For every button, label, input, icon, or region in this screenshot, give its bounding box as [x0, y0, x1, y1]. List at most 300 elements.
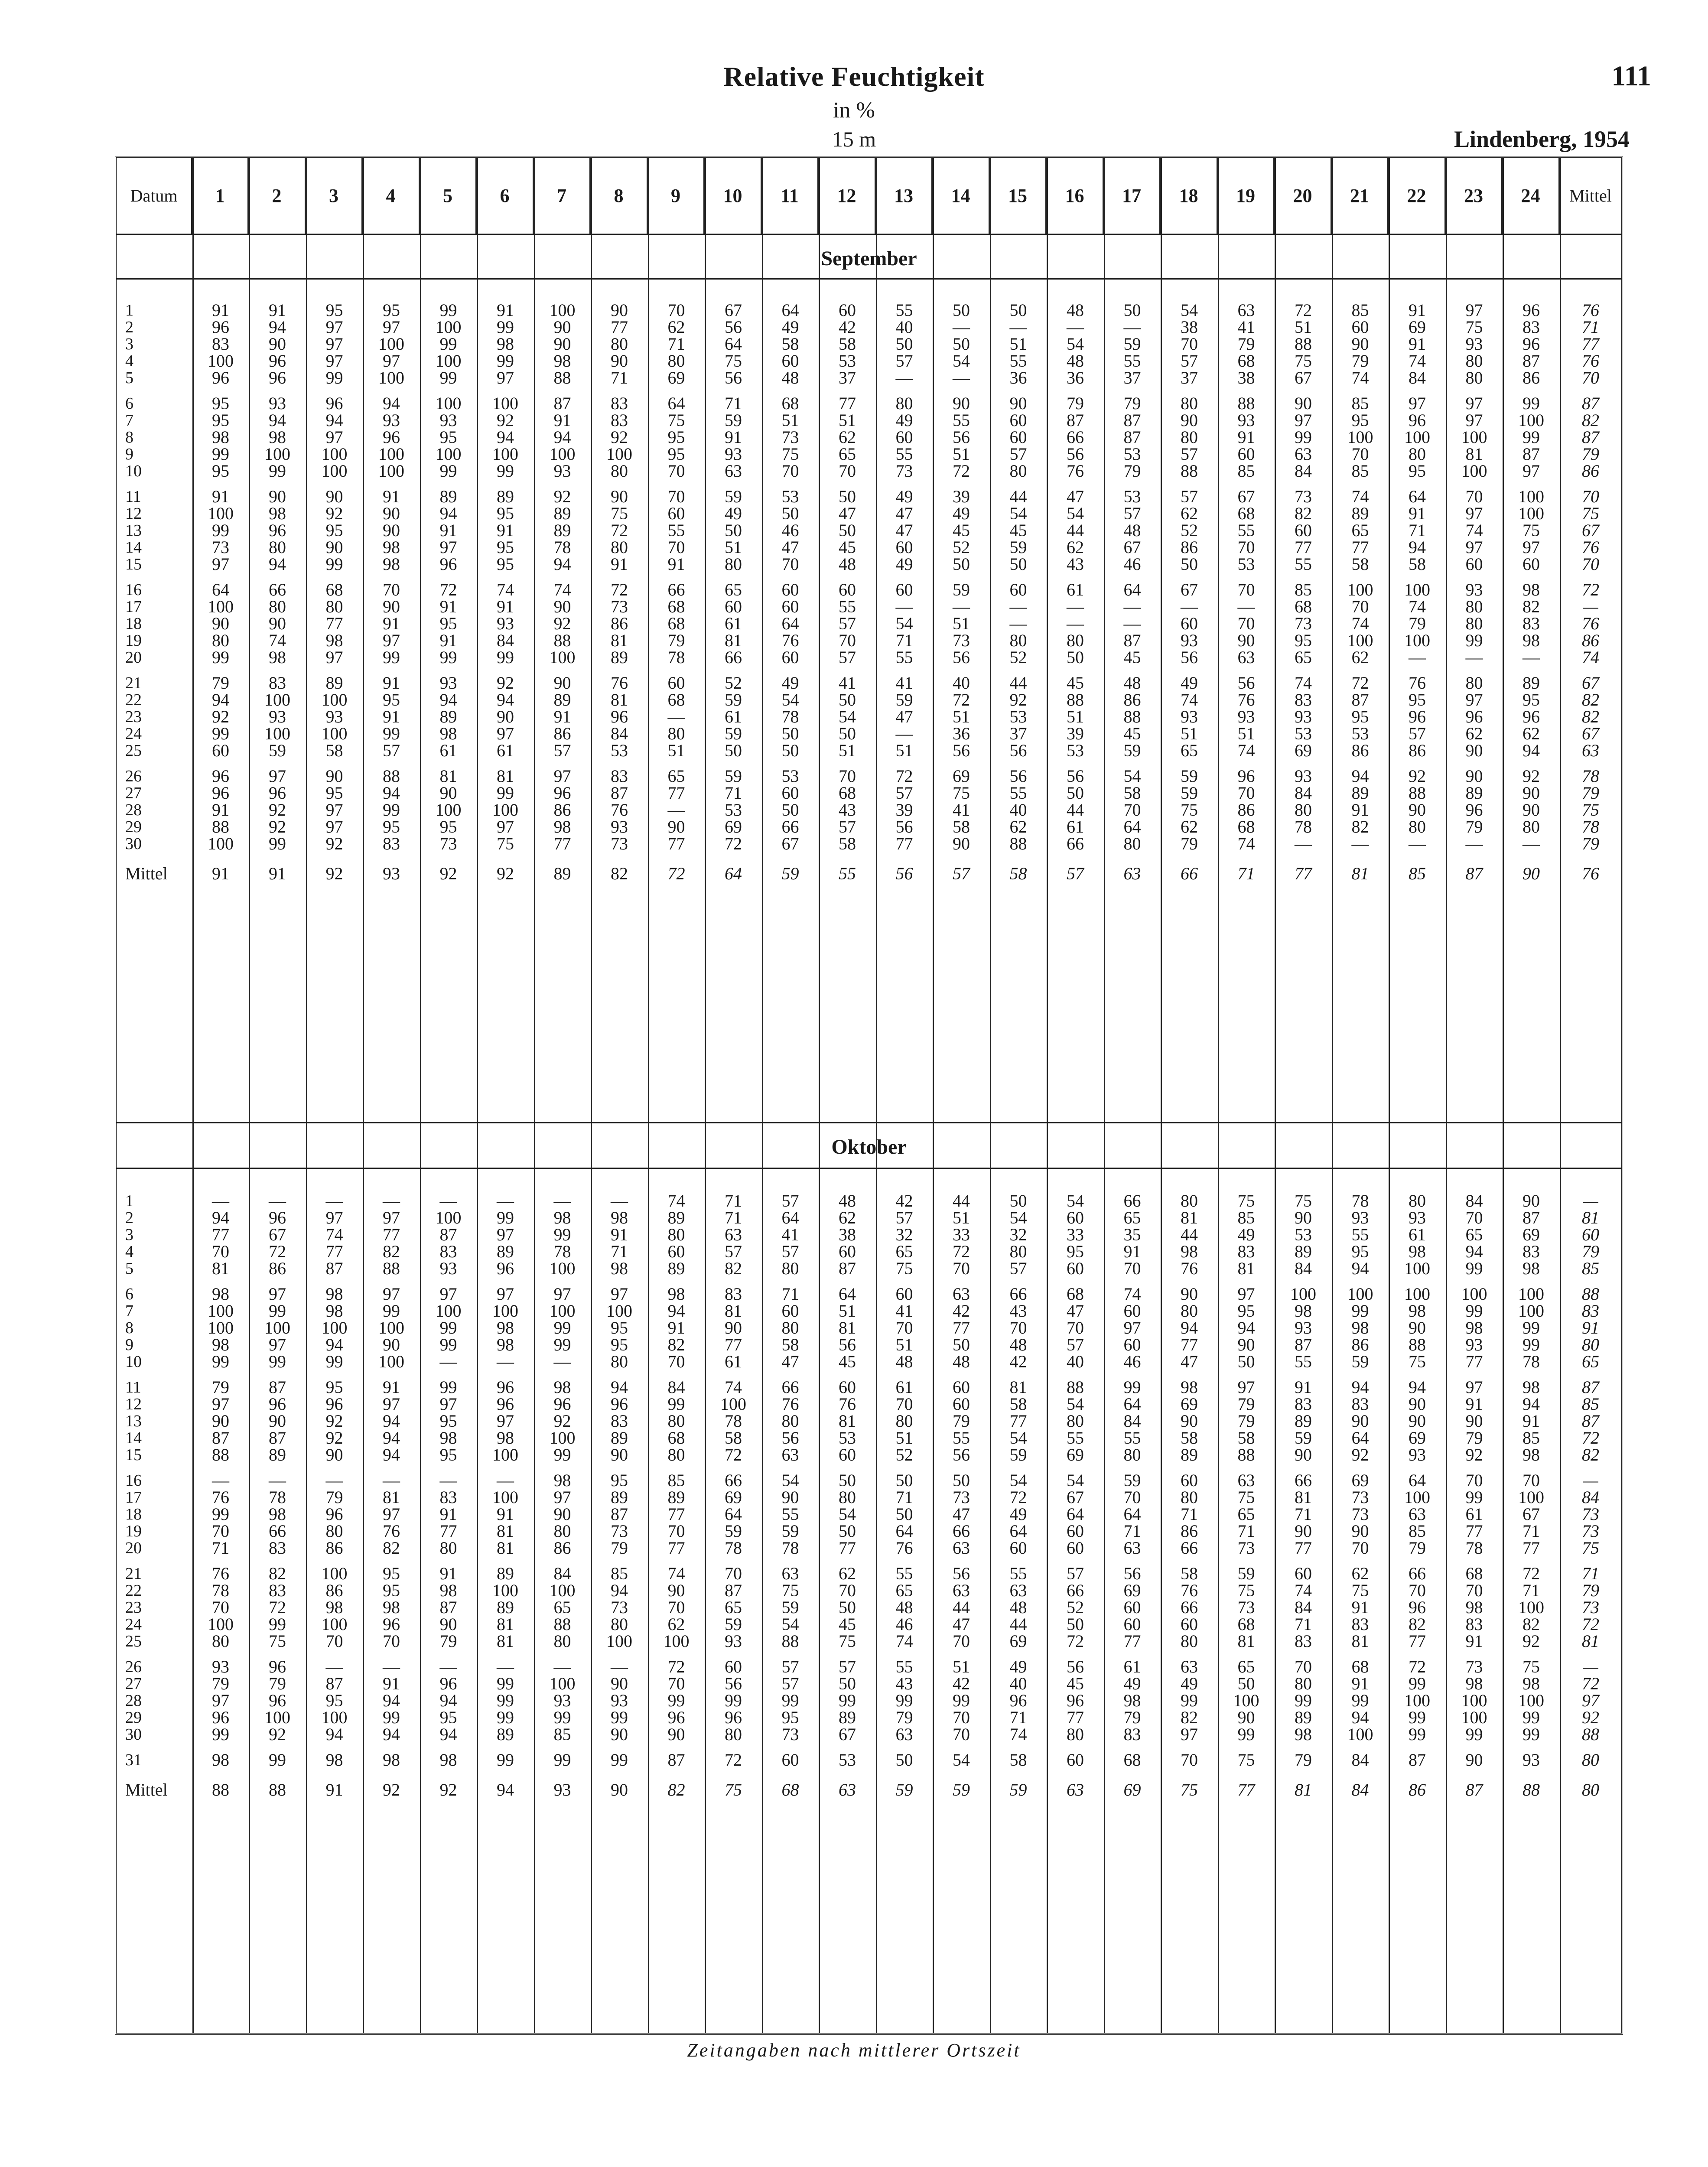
humidity-cell: 95: [439, 614, 457, 633]
humidity-cell: 40: [1067, 1352, 1084, 1371]
humidity-cell: 98: [1523, 1377, 1540, 1397]
humidity-cell: 64: [1009, 1521, 1027, 1541]
humidity-cell: 91: [383, 1377, 400, 1397]
daily-mean-cell: 73: [1582, 1504, 1599, 1524]
humidity-cell: 96: [1409, 410, 1426, 430]
hourly-mean-cell: 90: [1523, 864, 1540, 883]
humidity-cell: 99: [611, 1708, 628, 1727]
humidity-cell: 51: [953, 1208, 970, 1227]
humidity-cell: —: [497, 1191, 514, 1210]
humidity-cell: 90: [212, 1411, 229, 1431]
humidity-cell: 91: [497, 300, 514, 320]
station-year: Lindenberg, 1954: [1454, 126, 1630, 152]
humidity-cell: 99: [839, 1691, 856, 1710]
humidity-cell: 90: [553, 317, 571, 337]
humidity-cell: 88: [1409, 1335, 1426, 1354]
hourly-mean-cell: 91: [325, 1780, 343, 1799]
humidity-cell: 99: [497, 1691, 514, 1710]
humidity-cell: 53: [781, 487, 799, 506]
humidity-cell: 76: [1067, 461, 1084, 481]
humidity-cell: 100: [1518, 1598, 1544, 1617]
humidity-cell: 44: [1009, 673, 1027, 693]
humidity-cell: 80: [725, 1724, 742, 1744]
humidity-cell: 93: [1295, 707, 1312, 726]
humidity-cell: 69: [1409, 1428, 1426, 1448]
humidity-cell: 55: [1009, 351, 1027, 371]
daily-mean-cell: 71: [1582, 1564, 1599, 1583]
day-cell: 22: [125, 1581, 142, 1600]
humidity-cell: 98: [325, 1750, 343, 1770]
humidity-cell: 100: [1347, 1724, 1373, 1744]
humidity-cell: 61: [1123, 1657, 1141, 1676]
daily-mean-cell: 77: [1582, 334, 1599, 354]
humidity-cell: 94: [383, 1445, 400, 1464]
day-cell: 27: [125, 1675, 142, 1693]
humidity-cell: 47: [895, 707, 913, 726]
humidity-cell: 70: [1237, 580, 1255, 599]
column-header-hour: 24: [1503, 158, 1560, 234]
humidity-cell: 73: [781, 427, 799, 447]
humidity-cell: 70: [383, 580, 400, 599]
humidity-cell: 59: [1123, 334, 1141, 354]
humidity-cell: 70: [1123, 800, 1141, 820]
humidity-cell: 100: [321, 690, 348, 709]
humidity-cell: 48: [1009, 1598, 1027, 1617]
humidity-cell: 99: [497, 461, 514, 481]
daily-mean-cell: 70: [1582, 554, 1599, 574]
mean-row: [117, 1780, 1621, 1799]
humidity-cell: —: [497, 1657, 514, 1676]
humidity-cell: 54: [781, 1471, 799, 1490]
daily-mean-cell: 82: [1582, 1445, 1599, 1464]
humidity-cell: 96: [1067, 1691, 1084, 1710]
humidity-cell: 94: [1351, 766, 1369, 786]
day-cell: 2: [125, 1209, 133, 1227]
humidity-cell: 86: [1123, 690, 1141, 709]
humidity-cell: 79: [1409, 614, 1426, 633]
day-cell: 11: [125, 1378, 141, 1396]
humidity-cell: 93: [325, 707, 343, 726]
humidity-cell: —: [1123, 614, 1141, 633]
humidity-cell: 64: [1067, 1504, 1084, 1524]
humidity-cell: 78: [1465, 1538, 1483, 1558]
humidity-cell: 99: [497, 1208, 514, 1227]
humidity-cell: 94: [383, 394, 400, 413]
humidity-cell: 76: [212, 1487, 229, 1507]
humidity-cell: 57: [895, 1208, 913, 1227]
humidity-cell: 48: [1123, 673, 1141, 693]
humidity-cell: 50: [953, 1335, 970, 1354]
humidity-cell: 80: [1465, 351, 1483, 371]
humidity-cell: 56: [1009, 741, 1027, 760]
humidity-cell: 81: [1181, 1208, 1198, 1227]
humidity-cell: 73: [1237, 1598, 1255, 1617]
humidity-cell: 73: [1295, 487, 1312, 506]
humidity-cell: 80: [667, 1225, 685, 1244]
humidity-cell: 49: [1123, 1674, 1141, 1693]
column-header-hour: 17: [1104, 158, 1161, 234]
humidity-cell: 65: [725, 1598, 742, 1617]
data-table: [115, 156, 1623, 2035]
humidity-cell: 81: [497, 1614, 514, 1634]
humidity-cell: 90: [1465, 766, 1483, 786]
daily-mean-cell: 72: [1582, 1428, 1599, 1448]
daily-mean-cell: 65: [1582, 1352, 1599, 1371]
humidity-cell: 99: [383, 1708, 400, 1727]
humidity-cell: 100: [1404, 1259, 1430, 1278]
humidity-cell: 71: [212, 1538, 229, 1558]
daily-mean-cell: —: [1583, 1191, 1598, 1210]
humidity-cell: 95: [439, 1445, 457, 1464]
humidity-cell: 37: [1123, 368, 1141, 387]
humidity-cell: 90: [1409, 1318, 1426, 1337]
humidity-cell: 85: [1237, 1208, 1255, 1227]
humidity-cell: 65: [553, 1598, 571, 1617]
humidity-cell: —: [1351, 834, 1369, 853]
humidity-cell: 57: [725, 1242, 742, 1261]
humidity-cell: 83: [269, 1581, 286, 1600]
humidity-cell: 69: [667, 368, 685, 387]
section-rule-september: [117, 278, 1621, 280]
humidity-cell: 98: [383, 1750, 400, 1770]
humidity-cell: 56: [725, 1674, 742, 1693]
humidity-cell: 80: [1465, 368, 1483, 387]
humidity-cell: 50: [839, 521, 856, 540]
humidity-cell: 70: [1409, 1581, 1426, 1600]
humidity-cell: 71: [725, 783, 742, 803]
humidity-cell: 62: [1009, 817, 1027, 836]
humidity-cell: 60: [781, 580, 799, 599]
humidity-cell: 77: [953, 1318, 970, 1337]
hourly-mean-cell: 75: [1181, 1780, 1198, 1799]
humidity-cell: 87: [1123, 631, 1141, 650]
humidity-cell: 65: [1295, 647, 1312, 667]
humidity-cell: 84: [1295, 1259, 1312, 1278]
humidity-cell: 87: [611, 1504, 628, 1524]
humidity-cell: 78: [212, 1581, 229, 1600]
humidity-cell: 90: [383, 504, 400, 523]
humidity-cell: 95: [781, 1708, 799, 1727]
humidity-cell: 95: [1523, 690, 1540, 709]
humidity-cell: 58: [839, 834, 856, 853]
humidity-cell: 50: [725, 521, 742, 540]
humidity-cell: 96: [667, 1708, 685, 1727]
humidity-cell: 80: [269, 597, 286, 616]
humidity-cell: 60: [1067, 1521, 1084, 1541]
humidity-cell: 100: [435, 800, 462, 820]
humidity-cell: 67: [725, 300, 742, 320]
humidity-cell: 68: [1237, 817, 1255, 836]
humidity-cell: 94: [1409, 1377, 1426, 1397]
humidity-cell: —: [1009, 614, 1027, 633]
humidity-cell: 68: [1123, 1750, 1141, 1770]
humidity-cell: 83: [611, 766, 628, 786]
column-header-datum: Datum: [117, 158, 192, 234]
humidity-cell: 91: [1523, 1411, 1540, 1431]
page-number: 111: [1611, 60, 1651, 92]
humidity-cell: 54: [1009, 504, 1027, 523]
humidity-cell: 67: [1067, 1487, 1084, 1507]
humidity-cell: 100: [549, 1259, 576, 1278]
humidity-cell: 37: [1009, 724, 1027, 743]
daily-mean-cell: 70: [1582, 487, 1599, 506]
humidity-cell: 69: [725, 817, 742, 836]
humidity-cell: 91: [1295, 1377, 1312, 1397]
humidity-cell: 91: [383, 614, 400, 633]
humidity-cell: 83: [383, 834, 400, 853]
humidity-cell: 70: [667, 1521, 685, 1541]
humidity-cell: 49: [895, 410, 913, 430]
humidity-cell: 98: [497, 334, 514, 354]
column-header-hour: 18: [1161, 158, 1218, 234]
humidity-cell: 78: [553, 1242, 571, 1261]
humidity-cell: 87: [325, 1674, 343, 1693]
humidity-cell: 89: [667, 1259, 685, 1278]
humidity-cell: 87: [1351, 690, 1369, 709]
hourly-mean-cell: 59: [895, 1780, 913, 1799]
humidity-cell: 94: [553, 427, 571, 447]
humidity-cell: 57: [839, 614, 856, 633]
humidity-cell: 32: [1009, 1225, 1027, 1244]
humidity-cell: —: [553, 1191, 571, 1210]
humidity-cell: 94: [383, 1428, 400, 1448]
humidity-cell: 49: [895, 487, 913, 506]
humidity-cell: 74: [1123, 1284, 1141, 1304]
humidity-cell: 67: [781, 834, 799, 853]
humidity-cell: 96: [269, 1394, 286, 1414]
humidity-cell: 98: [1523, 631, 1540, 650]
humidity-cell: 63: [895, 1724, 913, 1744]
humidity-cell: 59: [1009, 1445, 1027, 1464]
humidity-cell: 97: [1465, 690, 1483, 709]
humidity-cell: 98: [553, 1471, 571, 1490]
humidity-cell: 94: [383, 1691, 400, 1710]
humidity-cell: 60: [1067, 1208, 1084, 1227]
humidity-cell: 84: [553, 1564, 571, 1583]
humidity-cell: 83: [1123, 1724, 1141, 1744]
humidity-cell: 60: [725, 597, 742, 616]
humidity-cell: 93: [1523, 1750, 1540, 1770]
humidity-cell: 99: [383, 1301, 400, 1321]
humidity-cell: 71: [1123, 1521, 1141, 1541]
humidity-cell: 98: [439, 1750, 457, 1770]
humidity-cell: 99: [325, 1352, 343, 1371]
day-cell: 31: [125, 1751, 142, 1769]
humidity-cell: 80: [1295, 1674, 1312, 1693]
humidity-cell: 96: [212, 766, 229, 786]
humidity-cell: 96: [1523, 300, 1540, 320]
humidity-cell: 80: [1123, 834, 1141, 853]
hourly-mean-cell: 81: [1295, 1780, 1312, 1799]
humidity-cell: 100: [208, 597, 234, 616]
humidity-cell: 87: [1067, 410, 1084, 430]
humidity-cell: 54: [1009, 1428, 1027, 1448]
humidity-cell: —: [1523, 834, 1540, 853]
humidity-cell: 57: [839, 647, 856, 667]
humidity-cell: 88: [1295, 334, 1312, 354]
humidity-cell: 66: [1067, 427, 1084, 447]
humidity-cell: 54: [953, 1750, 970, 1770]
humidity-cell: 71: [895, 631, 913, 650]
humidity-cell: 97: [383, 631, 400, 650]
hourly-mean-cell: 91: [269, 864, 286, 883]
humidity-cell: 99: [212, 1504, 229, 1524]
humidity-cell: 100: [1404, 427, 1430, 447]
humidity-cell: 91: [553, 410, 571, 430]
humidity-cell: 81: [383, 1487, 400, 1507]
humidity-cell: 57: [1067, 1564, 1084, 1583]
humidity-cell: 97: [1523, 537, 1540, 557]
humidity-cell: 79: [1295, 1750, 1312, 1770]
humidity-cell: 83: [611, 394, 628, 413]
humidity-cell: 82: [383, 1242, 400, 1261]
humidity-cell: 49: [781, 317, 799, 337]
humidity-cell: 70: [1123, 1259, 1141, 1278]
humidity-cell: —: [383, 1191, 400, 1210]
humidity-cell: 56: [1067, 444, 1084, 464]
humidity-cell: 96: [439, 1674, 457, 1693]
humidity-cell: 95: [611, 1318, 628, 1337]
humidity-cell: 80: [325, 1521, 343, 1541]
humidity-cell: 41: [781, 1225, 799, 1244]
humidity-cell: 99: [269, 461, 286, 481]
humidity-cell: 71: [611, 368, 628, 387]
humidity-cell: 93: [725, 1631, 742, 1651]
humidity-cell: 73: [1295, 614, 1312, 633]
humidity-cell: 95: [1351, 1242, 1369, 1261]
humidity-cell: 64: [781, 300, 799, 320]
humidity-cell: 50: [1009, 300, 1027, 320]
humidity-cell: 95: [383, 300, 400, 320]
humidity-cell: 97: [1409, 394, 1426, 413]
humidity-cell: 96: [269, 521, 286, 540]
humidity-cell: 96: [1409, 1598, 1426, 1617]
humidity-cell: 97: [1237, 1377, 1255, 1397]
humidity-cell: 76: [611, 673, 628, 693]
humidity-cell: 49: [725, 504, 742, 523]
humidity-cell: 57: [781, 1674, 799, 1693]
humidity-cell: 87: [553, 394, 571, 413]
humidity-cell: 81: [1295, 1487, 1312, 1507]
humidity-cell: 82: [1351, 817, 1369, 836]
column-header-hour: 5: [420, 158, 477, 234]
column-header-hour: 12: [819, 158, 876, 234]
humidity-cell: 89: [439, 707, 457, 726]
humidity-cell: 79: [1465, 1428, 1483, 1448]
humidity-cell: 61: [1067, 817, 1084, 836]
humidity-cell: 81: [1237, 1259, 1255, 1278]
humidity-cell: 87: [1523, 351, 1540, 371]
humidity-cell: 85: [553, 1724, 571, 1744]
humidity-cell: 67: [1295, 368, 1312, 387]
humidity-cell: 65: [895, 1242, 913, 1261]
humidity-cell: 80: [1409, 1191, 1426, 1210]
humidity-cell: 76: [895, 1538, 913, 1558]
humidity-cell: 75: [667, 410, 685, 430]
humidity-cell: 74: [1409, 597, 1426, 616]
humidity-cell: 77: [611, 317, 628, 337]
humidity-cell: 80: [325, 597, 343, 616]
hourly-mean-cell: 71: [1237, 864, 1255, 883]
humidity-cell: 60: [1123, 1301, 1141, 1321]
day-cell: 1: [125, 1192, 133, 1210]
humidity-cell: —: [325, 1191, 343, 1210]
humidity-cell: 75: [725, 351, 742, 371]
humidity-cell: 71: [1295, 1614, 1312, 1634]
humidity-cell: 50: [1181, 554, 1198, 574]
humidity-cell: 70: [667, 1674, 685, 1693]
humidity-cell: 53: [1123, 444, 1141, 464]
humidity-cell: —: [1067, 597, 1084, 616]
humidity-cell: 57: [1009, 1259, 1027, 1278]
humidity-cell: 84: [1295, 783, 1312, 803]
table-row: [117, 741, 1621, 760]
humidity-cell: —: [325, 1657, 343, 1676]
humidity-cell: 77: [667, 1538, 685, 1558]
humidity-cell: 97: [1465, 504, 1483, 523]
humidity-cell: 72: [725, 1750, 742, 1770]
humidity-cell: 79: [212, 673, 229, 693]
humidity-cell: 99: [1351, 1301, 1369, 1321]
humidity-cell: 79: [1465, 817, 1483, 836]
daily-mean-cell: 82: [1582, 690, 1599, 709]
humidity-cell: 98: [1465, 1318, 1483, 1337]
humidity-cell: 72: [1523, 1564, 1540, 1583]
humidity-cell: 96: [725, 1708, 742, 1727]
humidity-cell: 48: [1067, 351, 1084, 371]
humidity-cell: 48: [839, 554, 856, 574]
humidity-cell: 98: [1295, 1301, 1312, 1321]
humidity-cell: 91: [383, 1674, 400, 1693]
humidity-cell: 90: [553, 673, 571, 693]
column-header-hour: 22: [1389, 158, 1446, 234]
humidity-cell: 66: [725, 1471, 742, 1490]
humidity-cell: 53: [839, 351, 856, 371]
hourly-mean-cell: 57: [1067, 864, 1084, 883]
humidity-cell: 99: [1409, 1674, 1426, 1693]
humidity-cell: 66: [269, 580, 286, 599]
humidity-cell: 75: [1523, 1657, 1540, 1676]
humidity-cell: 36: [1067, 368, 1084, 387]
humidity-cell: 74: [895, 1631, 913, 1651]
hourly-mean-cell: 92: [439, 864, 457, 883]
humidity-cell: 89: [1465, 783, 1483, 803]
humidity-cell: 56: [839, 1335, 856, 1354]
humidity-cell: 90: [1237, 1335, 1255, 1354]
humidity-cell: 70: [725, 1564, 742, 1583]
humidity-cell: 98: [553, 1377, 571, 1397]
humidity-cell: 62: [667, 1614, 685, 1634]
humidity-cell: 99: [1523, 1708, 1540, 1727]
humidity-cell: 98: [212, 1284, 229, 1304]
humidity-cell: 97: [553, 1284, 571, 1304]
humidity-cell: 63: [1409, 1504, 1426, 1524]
humidity-cell: 54: [1123, 766, 1141, 786]
humidity-cell: 93: [1295, 1318, 1312, 1337]
humidity-cell: 90: [325, 1445, 343, 1464]
humidity-cell: 60: [839, 1445, 856, 1464]
humidity-cell: 99: [1523, 1318, 1540, 1337]
humidity-cell: 80: [1523, 817, 1540, 836]
humidity-cell: 59: [725, 1521, 742, 1541]
humidity-cell: 97: [325, 351, 343, 371]
humidity-cell: 64: [1123, 817, 1141, 836]
humidity-cell: 60: [953, 1394, 970, 1414]
humidity-cell: 93: [269, 394, 286, 413]
humidity-cell: 74: [1409, 351, 1426, 371]
humidity-cell: 45: [839, 537, 856, 557]
humidity-cell: 87: [611, 783, 628, 803]
